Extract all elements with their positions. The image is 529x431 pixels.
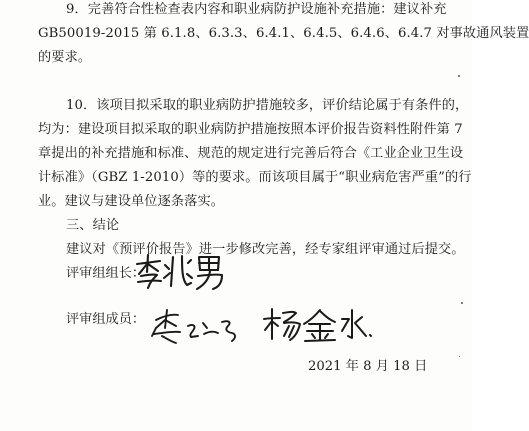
- paragraph-9-line-2: GB50019-2015 第 6.1.8、6.3.3、6.4.1、6.4.5、6.4.6、6.4.7 对事故通风装置: [38, 26, 529, 41]
- scan-speck: [458, 75, 460, 77]
- conclusion-text: 建议对《预评价报告》进一步修改完善，经专家组评审通过后提交。: [66, 242, 465, 257]
- paragraph-10-line-3: 章提出的补充措施和标准、规范的规定进行完善后符合《工业企业卫生设: [38, 146, 464, 161]
- scan-speck: [461, 302, 463, 304]
- paragraph-9-line-3: 的要求。: [38, 50, 92, 65]
- member-signature-1: [148, 306, 248, 346]
- leader-signature: [133, 252, 229, 292]
- paragraph-10-line-5: 业。建议与建设单位逐条落实。: [38, 194, 225, 209]
- member-signature-2: [262, 306, 374, 346]
- paragraph-9-line-1: 9．完善符合性检查表内容和职业病防护设施补充措施：建议补充: [66, 2, 447, 17]
- section-heading-conclusion: 三、结论: [66, 218, 120, 233]
- paragraph-10-line-1: 10．该项目拟采取的职业病防护措施较多，评价结论属于有条件的，: [66, 98, 469, 113]
- paragraph-10-line-4: 计标准》（GBZ 1-2010）等的要求。而该项目属于“职业病危害严重”的行: [38, 170, 472, 185]
- scan-speck: [459, 356, 460, 357]
- document-date: 2021 年 8 月 18 日: [308, 359, 428, 374]
- leader-label: 评审组组长：: [66, 266, 146, 281]
- paragraph-10-line-2: 均为：建设项目拟采取的职业病防护措施按照本评价报告资料性附件第 7: [38, 122, 463, 137]
- members-label: 评审组成员：: [66, 312, 146, 327]
